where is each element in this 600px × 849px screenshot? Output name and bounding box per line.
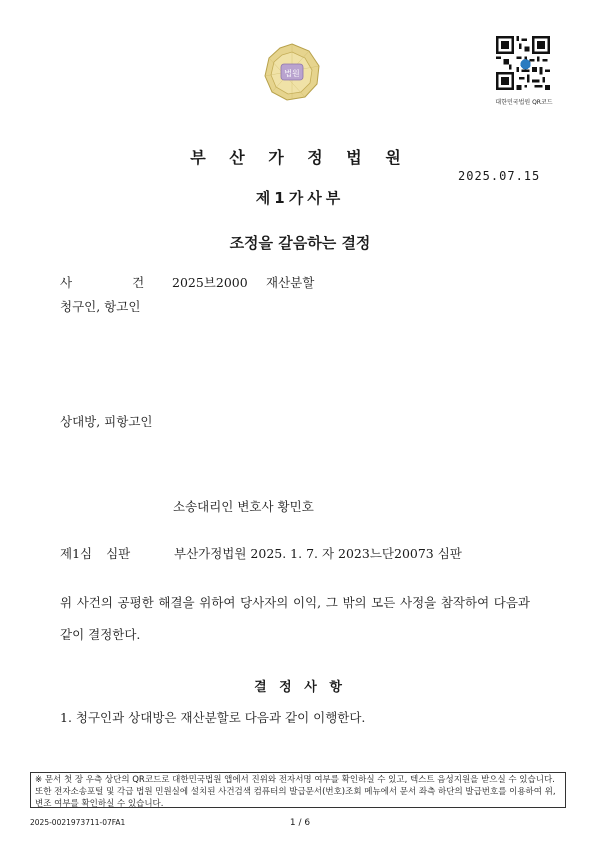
decision-title: 조정을 갈음하는 결정 (229, 234, 371, 252)
qr-caption: 대한민국법원 QR코드 (495, 99, 553, 106)
verification-notice: ※ 문서 첫 장 우측 상단의 QR코드로 대한민국법원 앱에서 진위와 전자서명 여부를 확인하실 수 있고, 텍스트 음성지원을 받으실 수 있습니다. 또한 전자소송포털 및 각급 법원 민원실에 설치된 사건검색 컴퓨터의 발급문서(번호)조회 메뉴에서 문서 좌측 하단의 발급번호를 이용하여 위,변조 여부를 확인하실 수 있습니다. (30, 772, 566, 808)
respondent-label: 상대방, 피항고인 (60, 414, 153, 429)
case-number: 2025브2000 (172, 275, 248, 290)
document-number: 2025-0021973711-07FA1 (30, 818, 126, 827)
seal-text: 법원 (284, 69, 300, 78)
items-title: 결 정 사 항 (254, 680, 346, 695)
case-name: 재산분할 (266, 275, 315, 290)
court-name: 부 산 가 정 법 원 (190, 148, 410, 167)
page-number: 1 / 6 (289, 818, 311, 828)
first-instance-label: 제1심 심판 (60, 546, 131, 561)
first-instance-value: 부산가정법원 2025. 1. 7. 자 2023느단20073 심판 (174, 546, 462, 561)
decision-date: 2025.07.15 (458, 169, 541, 183)
department: 제1가사부 (255, 189, 345, 207)
item-1: 1. 청구인과 상대방은 재산분할로 다음과 같이 이행한다. (60, 710, 366, 725)
decision-body: 위 사건의 공평한 해결을 위하여 당사자의 이익, 그 밖의 모든 사정을 참작하여 다음과 같이 결정한다. (60, 595, 530, 642)
court-seal-icon (262, 42, 322, 102)
case-label: 사 건 (60, 275, 145, 290)
agent-label: 소송대리인 변호사 황민호 (173, 499, 314, 514)
petitioner-label: 청구인, 항고인 (60, 299, 141, 314)
qr-code-icon[interactable] (496, 36, 550, 90)
